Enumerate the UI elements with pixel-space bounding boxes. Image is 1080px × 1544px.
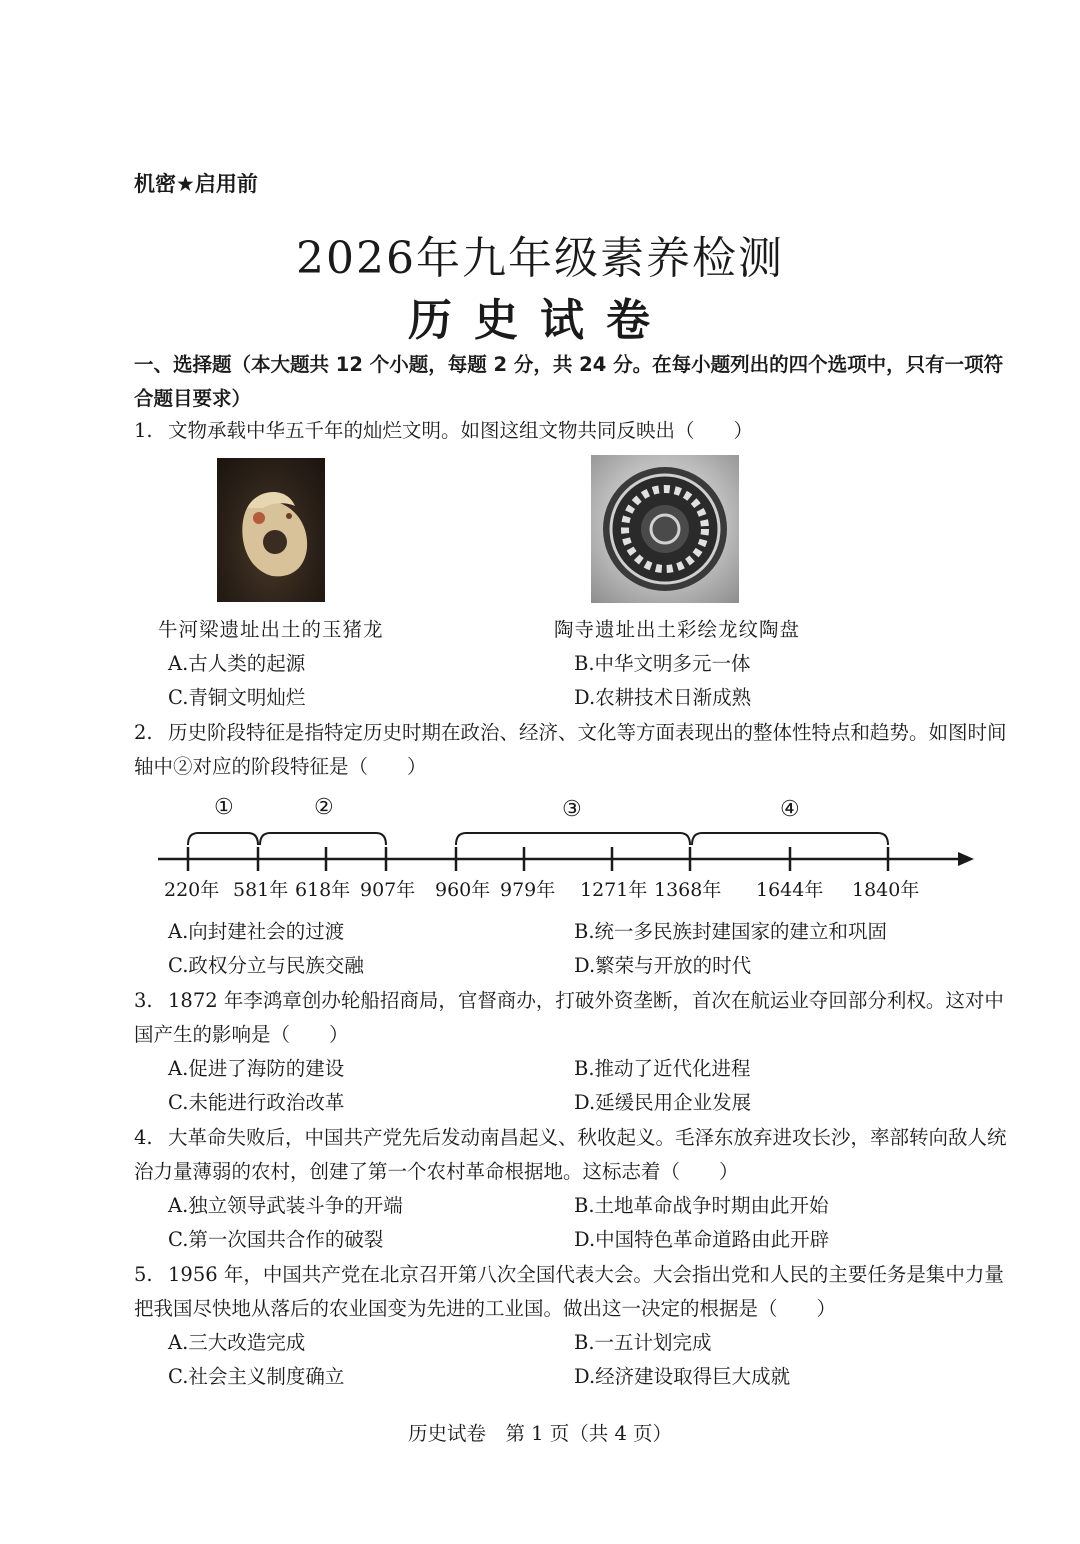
confidential-label: 机密★启用前	[134, 172, 258, 196]
option-d: D.农耕技术日渐成熟	[574, 686, 752, 709]
timeline-period-brace	[260, 833, 386, 845]
question-3	[134, 984, 1010, 1052]
question-1	[134, 414, 1010, 448]
timeline-period-brace	[692, 833, 888, 845]
option-a: A.向封建社会的过渡	[168, 920, 345, 943]
period-marker-2: ②	[314, 795, 334, 820]
question-text: 1872 年李鸿章创办轮船招商局，官督商办，打破外资垄断，首次在航运业夺回部分利权。这对中国产生的影响是（ ）	[134, 989, 1004, 1046]
option-a: A.古人类的起源	[168, 652, 306, 675]
tick-label: 618年	[295, 879, 351, 901]
tick-label: 581年	[233, 879, 289, 901]
option-c: C.青铜文明灿烂	[168, 686, 306, 709]
tick-label: 1644年	[756, 879, 824, 901]
timeline-period-brace	[456, 833, 690, 845]
exam-title: 2026年九年级素养检测	[296, 233, 784, 284]
question-text: 历史阶段特征是指特定历史时期在政治、经济、文化等方面表现出的整体性特点和趋势。如图时间轴中②对应的阶段特征是（ ）	[134, 721, 1007, 778]
question-number: 2.	[134, 721, 153, 744]
option-a: A.促进了海防的建设	[168, 1057, 345, 1080]
option-c: C.政权分立与民族交融	[168, 954, 364, 977]
tick-label: 1368年	[654, 879, 722, 901]
tick-label: 1840年	[852, 879, 920, 901]
option-d: D.经济建设取得巨大成就	[574, 1365, 791, 1388]
tick-label: 220年	[164, 879, 220, 901]
period-marker-1: ①	[214, 795, 234, 820]
question-5	[134, 1258, 1010, 1326]
question-4	[134, 1121, 1010, 1189]
option-d: D.延缓民用企业发展	[574, 1091, 752, 1114]
section-heading: 一、选择题（本大题共 12 个小题，每题 2 分，共 24 分。在每小题列出的四个选项中，只有一项符合题目要求）	[134, 353, 1004, 410]
period-marker-4: ④	[780, 797, 800, 822]
question-text: 文物承载中华五千年的灿烂文明。如图这组文物共同反映出（ ）	[168, 419, 754, 442]
option-c: C.社会主义制度确立	[168, 1365, 345, 1388]
exam-subject: 历史试卷	[408, 295, 672, 346]
question-number: 1.	[134, 419, 153, 442]
question-number: 5.	[134, 1263, 153, 1286]
painted-dragon-plate-image	[591, 455, 739, 603]
option-d: D.繁荣与开放的时代	[574, 954, 752, 977]
option-b: B.中华文明多元一体	[574, 652, 751, 675]
tick-label: 960年	[435, 879, 491, 901]
page-footer: 历史试卷 第 1 页（共 4 页）	[407, 1422, 673, 1445]
option-c: C.第一次国共合作的破裂	[168, 1228, 384, 1251]
option-b: B.推动了近代化进程	[574, 1057, 751, 1080]
question-text: 1956 年，中国共产党在北京召开第八次全国代表大会。大会指出党和人民的主要任务是集中力量把我国尽快地从落后的农业国变为先进的工业国。做出这一决定的根据是（ ）	[134, 1263, 1004, 1320]
option-b: B.统一多民族封建国家的建立和巩固	[574, 920, 888, 943]
timeline-period-brace	[188, 833, 258, 845]
option-a: A.独立领导武装斗争的开端	[168, 1194, 403, 1217]
option-b: B.一五计划完成	[574, 1331, 712, 1354]
option-a: A.三大改造完成	[168, 1331, 306, 1354]
question-text: 大革命失败后，中国共产党先后发动南昌起义、秋收起义。毛泽东放弃进攻长沙，率部转向敌人统治力量薄弱的农村，创建了第一个农村革命根据地。这标志着（ ）	[134, 1126, 1007, 1183]
question-2	[134, 716, 1010, 784]
option-c: C.未能进行政治改革	[168, 1091, 345, 1114]
period-marker-3: ③	[562, 797, 582, 822]
tick-label: 1271年	[580, 879, 648, 901]
question-number: 4.	[134, 1126, 153, 1149]
jade-pig-dragon-image	[217, 458, 325, 602]
question-number: 3.	[134, 989, 153, 1012]
option-b: B.土地革命战争时期由此开始	[574, 1194, 829, 1217]
image-caption-1: 牛河梁遗址出土的玉猪龙	[158, 618, 384, 641]
timeline-diagram	[150, 795, 980, 905]
tick-label: 979年	[500, 879, 556, 901]
tick-label: 907年	[360, 879, 416, 901]
image-caption-2: 陶寺遗址出土彩绘龙纹陶盘	[554, 618, 801, 641]
option-d: D.中国特色革命道路由此开辟	[574, 1228, 830, 1251]
